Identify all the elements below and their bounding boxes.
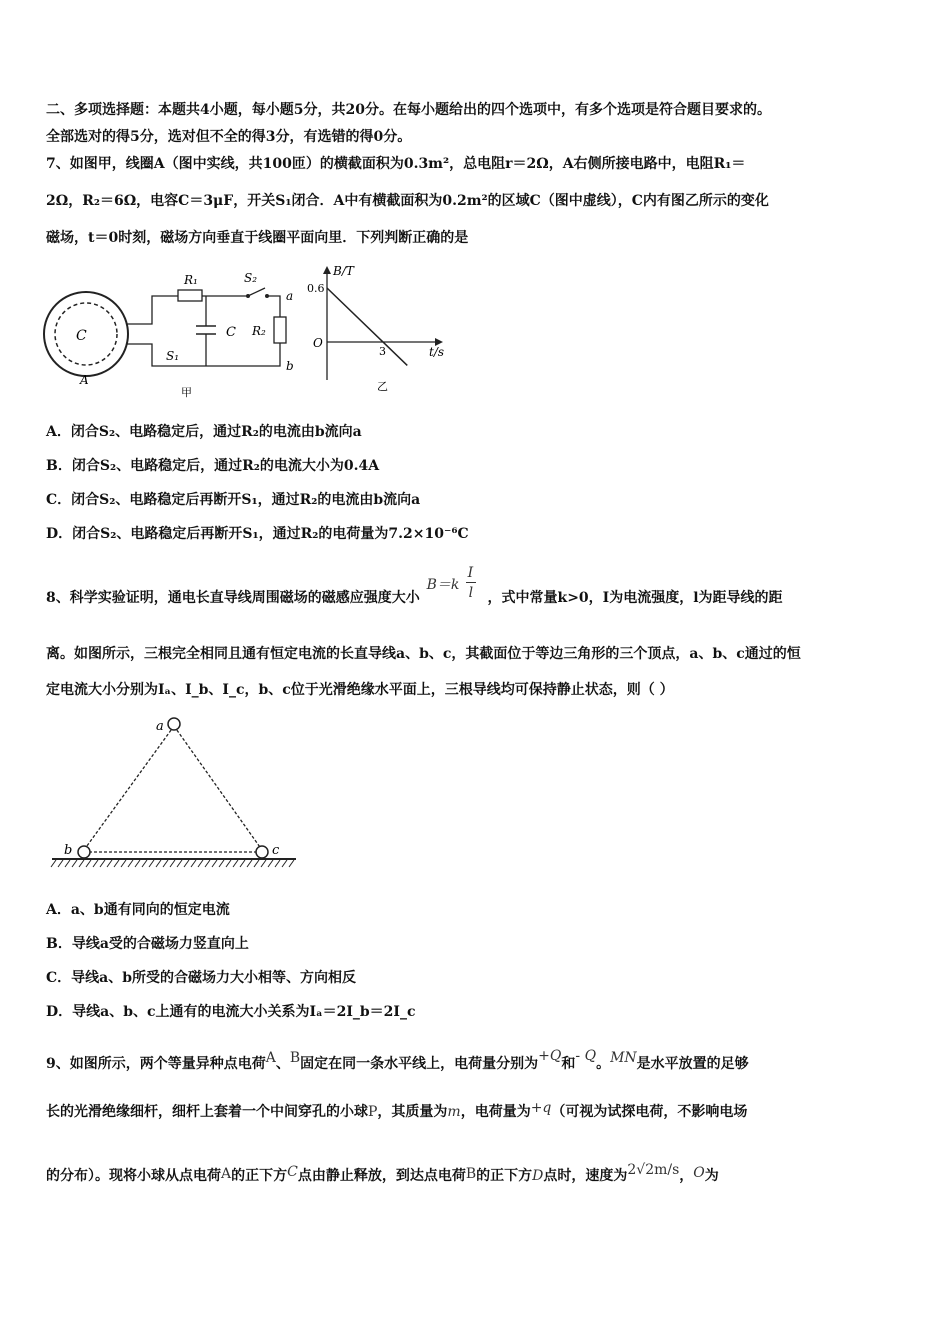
- label-s1: S₁: [166, 349, 180, 363]
- q9-stem-line-1: [46, 1046, 910, 1074]
- wire-c: [256, 846, 268, 858]
- mass-m-symbol: m: [447, 1104, 461, 1120]
- plus-small-q-symbol: +q: [530, 1100, 552, 1116]
- rod-mn-symbol: MN: [610, 1050, 637, 1066]
- q9-text: 固定在同一条水平线上，电荷量分别为: [300, 1056, 539, 1072]
- q9-text: （可视为试探电荷，不影响电场: [551, 1104, 748, 1120]
- plus-q-symbol: +Q: [538, 1048, 562, 1064]
- surface-hatch: [191, 860, 196, 867]
- label-coil-a: A: [80, 373, 89, 387]
- graph-x-tick: 3: [379, 345, 386, 358]
- label-wire-b: b: [64, 843, 73, 858]
- q9-text: ，其质量为: [377, 1104, 448, 1120]
- q8-option-b[interactable]: B．导线a受的合磁场力竖直向上: [46, 936, 249, 952]
- surface-hatch: [233, 860, 238, 867]
- surface-hatch: [128, 860, 133, 867]
- q7-option-a[interactable]: A．闭合S₂、电路稳定后，通过R₂的电流由b流向a: [46, 424, 362, 440]
- surface-hatch: [86, 860, 91, 867]
- q9-stem-line-2: [46, 1098, 910, 1122]
- surface-hatch: [58, 860, 63, 867]
- q7-circuit-figure: [40, 262, 310, 402]
- surface-hatch: [226, 860, 231, 867]
- graph-y-label: B/T: [333, 264, 354, 278]
- surface-hatch: [114, 860, 119, 867]
- surface-hatch: [177, 860, 182, 867]
- surface-hatch: [212, 860, 217, 867]
- surface-hatch: [205, 860, 210, 867]
- q9-text: 点时，速度为: [543, 1168, 628, 1184]
- q9-text: 和: [561, 1056, 576, 1072]
- q9-text: 是水平放置的足够: [636, 1056, 749, 1072]
- point-d-symbol: D: [532, 1168, 544, 1184]
- section-header-line-1: 二、多项选择题：本题共4小题，每小题5分，共20分。在每小题给出的四个选项中，有多个选项是符合题目要求的。: [46, 102, 771, 118]
- surface-hatch: [149, 860, 154, 867]
- q9-stem-line-3: [46, 1160, 910, 1186]
- formula-lhs: B＝k: [426, 577, 460, 593]
- resistor-r1: [178, 290, 202, 301]
- switch-s2: [248, 288, 265, 296]
- q7-b-t-graph: [305, 262, 455, 397]
- graph-origin: O: [313, 336, 323, 350]
- q9-text: ，: [679, 1168, 694, 1184]
- q9-text: 为: [704, 1168, 719, 1184]
- q8-formula: [425, 565, 483, 602]
- surface-hatch: [100, 860, 105, 867]
- point-c-symbol: C: [287, 1164, 298, 1180]
- section-header-line-2: 全部选对的得5分，选对但不全的得3分，有选错的得0分。: [46, 129, 412, 145]
- wire-b: [78, 846, 90, 858]
- charge-b-symbol: B: [465, 1166, 477, 1182]
- surface-hatch: [268, 860, 273, 867]
- q7-stem-line-3: 磁场，t＝0时刻，磁场方向垂直于线圈平面向里．下列判断正确的是: [46, 230, 469, 246]
- surface-hatch: [121, 860, 126, 867]
- label-wire-a: a: [156, 719, 164, 734]
- q9-text: 长的光滑绝缘细杆，细杆上套着一个中间穿孔的小球: [46, 1104, 368, 1120]
- label-wire-c: c: [272, 843, 280, 858]
- label-a: a: [286, 289, 294, 303]
- point-o-symbol: O: [693, 1165, 705, 1181]
- resistor-r2: [274, 317, 286, 343]
- surface-hatch: [254, 860, 259, 867]
- surface-hatch: [219, 860, 224, 867]
- surface-hatch: [240, 860, 245, 867]
- q8-triangle-figure: [44, 712, 304, 872]
- q9-text: 的正下方: [231, 1168, 288, 1184]
- graph-x-label: t/s: [429, 345, 445, 359]
- q8-text-post: ，式中常量k>0，I为电流强度，l为距导线的距: [487, 590, 783, 606]
- surface-hatch: [142, 860, 147, 867]
- surface-hatch: [72, 860, 77, 867]
- ball-p-symbol: P: [368, 1104, 378, 1120]
- label-c-region: C: [76, 328, 87, 344]
- graph-b-t-line: [327, 288, 407, 365]
- graph-y-tick: 0.6: [307, 282, 325, 295]
- charge-a-symbol: A: [221, 1166, 232, 1182]
- label-s2: S₂: [244, 271, 258, 285]
- q9-text: 、: [275, 1056, 290, 1072]
- q7-stem-line-1: 7、如图甲，线圈A（图中实线，共100匝）的横截面积为0.3m²，总电阻r＝2Ω，A右侧所接电路中，电阻R₁＝: [46, 156, 746, 172]
- q8-stem-line-1: [46, 565, 910, 608]
- label-r1: R₁: [184, 273, 198, 287]
- q9-text: 9、如图所示，两个等量异种点电荷: [46, 1056, 266, 1072]
- surface-hatch: [79, 860, 84, 867]
- surface-hatch: [198, 860, 203, 867]
- label-r2: R₂: [252, 324, 266, 338]
- caption-jia: 甲: [181, 386, 192, 399]
- minus-q-symbol: - Q: [575, 1048, 597, 1064]
- formula-numerator: I: [467, 565, 474, 581]
- surface-hatch: [184, 860, 189, 867]
- surface-hatch: [282, 860, 287, 867]
- q8-option-a[interactable]: A．a、b通有同向的恒定电流: [46, 902, 230, 918]
- q8-option-c[interactable]: C．导线a、b所受的合磁场力大小相等、方向相反: [46, 970, 357, 986]
- charge-a-symbol: A: [265, 1050, 276, 1066]
- caption-yi: 乙: [377, 380, 388, 393]
- label-b: b: [286, 359, 294, 373]
- label-capacitor: C: [226, 325, 236, 340]
- charge-b-symbol: B: [289, 1050, 301, 1066]
- q8-option-d[interactable]: D．导线a、b、c上通有的电流大小关系为Iₐ＝2I_b＝2I_c: [46, 1004, 416, 1020]
- surface-hatch: [261, 860, 266, 867]
- q9-text: 点由静止释放，到达点电荷: [297, 1168, 466, 1184]
- surface-hatch: [170, 860, 175, 867]
- surface-hatch: [51, 860, 56, 867]
- surface-hatch: [163, 860, 168, 867]
- q7-option-b[interactable]: B．闭合S₂、电路稳定后，通过R₂的电流大小为0.4A: [46, 458, 380, 474]
- q7-option-c[interactable]: C．闭合S₂、电路稳定后再断开S₁，通过R₂的电流由b流向a: [46, 492, 421, 508]
- surface-hatch: [247, 860, 252, 867]
- q8-stem-line-3: 定电流大小分别为Iₐ、I_b、I_c，b、c位于光滑绝缘水平面上，三根导线均可保持静止状态，则（ ）: [46, 682, 674, 698]
- q9-text: ，电荷量为: [460, 1104, 531, 1120]
- surface-hatch: [93, 860, 98, 867]
- surface-hatch: [275, 860, 280, 867]
- wire-a: [168, 718, 180, 730]
- q9-text: 。: [596, 1056, 611, 1072]
- surface-hatch: [107, 860, 112, 867]
- q8-text-pre: 8、科学实验证明，通电长直导线周围磁场的磁感应强度大小: [46, 590, 420, 606]
- formula-denominator: l: [468, 585, 474, 601]
- surface-hatch: [156, 860, 161, 867]
- surface-hatch: [135, 860, 140, 867]
- q8-stem-line-2: 离。如图所示，三根完全相同且通有恒定电流的长直导线a、b、c，其截面位于等边三角形的三个顶点，a、b、c通过的恒: [46, 646, 801, 662]
- velocity-value: 2√2m/s: [627, 1162, 680, 1178]
- q9-text: 的分布）。现将小球从点电荷: [46, 1168, 221, 1184]
- q7-stem-line-2: 2Ω，R₂＝6Ω，电容C＝3μF，开关S₁闭合．A中有横截面积为0.2m²的区域C（图中虚线），C内有图乙所示的变化: [46, 193, 769, 209]
- q7-option-d[interactable]: D．闭合S₂、电路稳定后再断开S₁，通过R₂的电荷量为7.2×10⁻⁶C: [46, 526, 469, 542]
- surface-hatch: [289, 860, 294, 867]
- surface-hatch: [65, 860, 70, 867]
- q9-text: 的正下方: [476, 1168, 533, 1184]
